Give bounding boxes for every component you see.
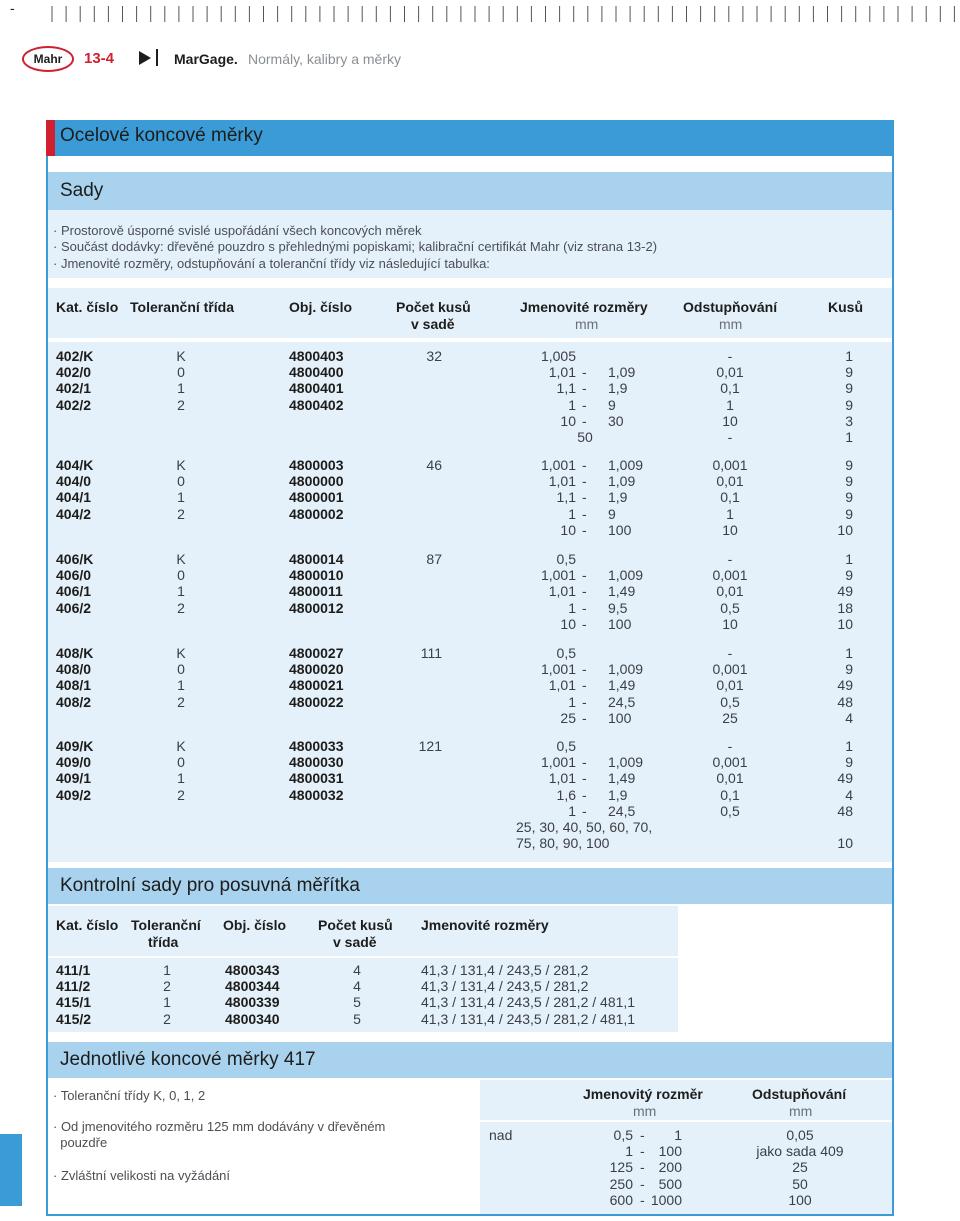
row-step: - [727, 348, 733, 364]
row-step: 0,01 [716, 583, 744, 600]
single-row-from: 125 [609, 1159, 633, 1176]
row-dim-to: 30 [608, 412, 624, 429]
single-row-dash: - [640, 1159, 645, 1176]
single-row-from: 0,5 [613, 1127, 633, 1143]
page-dash: - [10, 0, 15, 16]
row-qty: 18 [837, 599, 853, 616]
row-qty: 4 [845, 709, 853, 726]
col-obj: Obj. číslo [289, 299, 353, 315]
single-col-jmen: Jmenovitý rozměr [583, 1086, 703, 1102]
single-prefix: nad [489, 1127, 513, 1143]
row-dim-dash: - [582, 489, 587, 506]
row-kat: 406/2 [56, 599, 92, 616]
row-step: 25 [722, 709, 738, 726]
row-tol: 0 [177, 754, 185, 771]
row-tol: 2 [177, 505, 185, 522]
row-dim-from: 1,1 [556, 380, 576, 397]
col-pocet: Počet kusů [396, 299, 471, 315]
row-tol: 1 [177, 380, 185, 397]
row-dim-from: 1,001 [540, 754, 576, 771]
row-dim-from: 1,01 [548, 364, 576, 381]
row-kat: 406/0 [56, 567, 92, 584]
ruler-scale [0, 0, 960, 26]
row-dim-to: 100 [608, 615, 632, 632]
row-tol: K [176, 738, 186, 754]
single-row-dash: - [640, 1175, 645, 1192]
row-kat: 406/K [56, 551, 94, 567]
row-dim-to: 1,9 [608, 380, 628, 397]
row-dim-from: 1 [568, 599, 576, 616]
single-bullet-2: · Od jmenovitého rozměru 125 mm dodávány v dřevěném [53, 1119, 386, 1134]
row-pocet: 111 [420, 645, 442, 661]
row-tol: K [176, 348, 186, 364]
row-tol: 0 [177, 661, 185, 678]
row-qty: 49 [837, 677, 853, 694]
row-obj: 4800014 [289, 551, 344, 567]
row-step: 10 [722, 521, 738, 538]
single-row-to: 1000 [650, 1191, 682, 1208]
row-step: - [727, 551, 733, 567]
row-dim-to: 1,9 [608, 786, 628, 803]
row-dim-from: 1 [568, 802, 576, 819]
row-step: - [727, 429, 733, 445]
row-step: 0,5 [720, 802, 740, 819]
row-obj: 4800402 [289, 396, 344, 413]
row-dim-from: 1,1 [556, 489, 576, 506]
row-kat: 409/K [56, 738, 94, 754]
row-tol: 0 [177, 567, 185, 584]
row-qty: 9 [845, 505, 853, 522]
row-kat: 404/1 [56, 489, 92, 506]
separator-bar [156, 49, 158, 66]
row-dim-to: 1,9 [608, 489, 628, 506]
row-qty: 9 [845, 567, 853, 584]
row-dim-dash: - [582, 583, 587, 600]
row-kat: 404/0 [56, 473, 92, 490]
row-dim-from: 1,001 [540, 661, 576, 678]
row-kat: 402/1 [56, 380, 92, 397]
row-dim-dash: - [582, 661, 587, 678]
row-kat: 402/2 [56, 396, 92, 413]
page-number: 13-4 [84, 50, 115, 67]
row-kat: 402/K [56, 348, 94, 364]
single-row-to: 500 [658, 1175, 682, 1192]
row-obj: 4800003 [289, 457, 344, 473]
row-step: 0,5 [720, 693, 740, 710]
sets-title: Sady [60, 180, 104, 201]
row-kat: 408/K [56, 645, 94, 661]
row-dim-from: 25 [560, 709, 576, 726]
row-dim-text: 75, 80, 90, 100 [516, 835, 610, 852]
row-tol: 2 [177, 693, 185, 710]
single-row-step: 25 [792, 1159, 808, 1176]
row-dim-dash: - [582, 599, 587, 616]
row-dim-to: 1,009 [608, 661, 644, 678]
control-col-jmen: Jmenovité rozměry [421, 917, 549, 933]
row-step: - [727, 738, 733, 754]
sets-bullet-3: · Jmenovité rozměry, odstupňování a toleranční třídy viz následující tabulka: [53, 256, 490, 271]
row-kat: 409/2 [56, 786, 92, 803]
col-odst: Odstupňování [683, 299, 778, 315]
row-qty: 1 [845, 348, 853, 364]
row-tol: 1 [177, 583, 185, 600]
col-kat: Kat. číslo [56, 299, 119, 315]
row-kat: 408/2 [56, 693, 92, 710]
control-row-jmen: 41,3 / 131,4 / 243,5 / 281,2 / 481,1 [421, 994, 636, 1011]
row-qty: 9 [845, 380, 853, 397]
row-step: 0,1 [720, 489, 740, 506]
control-row-kat: 411/1 [56, 962, 91, 978]
logo-text: Mahr [33, 52, 63, 66]
col-odst-unit: mm [719, 316, 743, 332]
row-dim-from: 1,01 [548, 583, 576, 600]
row-qty: 1 [845, 551, 853, 567]
row-tol: 2 [177, 599, 185, 616]
row-dim-to: 1,009 [608, 754, 644, 771]
row-obj: 4800033 [289, 738, 344, 754]
row-kat: 404/K [56, 457, 94, 473]
row-dim-to: 1,49 [608, 677, 636, 694]
row-dim-from: 1,01 [548, 677, 576, 694]
row-obj: 4800010 [289, 567, 344, 584]
row-kat: 404/2 [56, 505, 92, 522]
row-tol: K [176, 645, 186, 661]
control-row-tol: 1 [163, 962, 171, 978]
single-row-step: 50 [792, 1175, 808, 1192]
single-row-step: 0,05 [786, 1127, 814, 1143]
row-obj: 4800000 [289, 473, 344, 490]
row-qty: 9 [845, 489, 853, 506]
row-qty: 1 [845, 645, 853, 661]
control-row-pocet: 4 [353, 962, 361, 978]
row-kat: 408/1 [56, 677, 92, 694]
control-col-pocet-2: v sadě [333, 934, 377, 950]
row-qty: 1 [845, 738, 853, 754]
row-tol: 0 [177, 364, 185, 381]
single-row-to: 100 [658, 1143, 682, 1160]
row-dim-to: 1,49 [608, 770, 636, 787]
row-dim-to: 9 [608, 396, 616, 413]
control-row-kat: 415/2 [56, 1010, 92, 1027]
col-jmen-unit: mm [575, 316, 599, 332]
row-dim-dash: - [582, 677, 587, 694]
control-col-pocet: Počet kusů [318, 917, 393, 933]
control-col-kat: Kat. číslo [56, 917, 119, 933]
row-pocet: 87 [426, 551, 442, 567]
row-obj: 4800020 [289, 661, 344, 678]
sets-bullet-2: · Součást dodávky: dřevěné pouzdro s přehlednými popiskami; kalibrační certifikát Mahr (viz strana 13-2) [53, 239, 658, 254]
row-step: 10 [722, 615, 738, 632]
control-row-tol: 2 [163, 978, 171, 995]
col-jmen: Jmenovité rozměry [520, 299, 648, 315]
row-qty: 9 [845, 661, 853, 678]
row-dim-dash: - [582, 396, 587, 413]
row-step: 0,1 [720, 380, 740, 397]
main-title: Ocelové koncové měrky [60, 125, 263, 146]
single-row-from: 600 [609, 1191, 633, 1208]
control-row-jmen: 41,3 / 131,4 / 243,5 / 281,2 [421, 978, 589, 995]
row-kat: 408/0 [56, 661, 92, 678]
row-qty: 3 [845, 412, 853, 429]
row-kat: 409/1 [56, 770, 92, 787]
row-obj: 4800022 [289, 693, 344, 710]
control-row-jmen: 41,3 / 131,4 / 243,5 / 281,2 / 481,1 [421, 1010, 636, 1027]
control-row-pocet: 4 [353, 978, 361, 995]
row-dim-from: 1,001 [540, 567, 576, 584]
row-qty: 9 [845, 473, 853, 490]
row-tol: 1 [177, 677, 185, 694]
row-dim-dash: - [582, 754, 587, 771]
row-pocet: 46 [426, 457, 442, 473]
row-kat: 409/0 [56, 754, 92, 771]
row-dim-from: 1,01 [548, 473, 576, 490]
row-dim-from: 10 [560, 412, 576, 429]
row-qty: 49 [837, 770, 853, 787]
row-qty: 48 [837, 693, 853, 710]
row-qty: 10 [837, 521, 853, 538]
control-row-pocet: 5 [353, 1010, 361, 1027]
row-dim-from: 0,5 [556, 738, 576, 754]
row-dim-dash: - [582, 709, 587, 726]
row-qty: 9 [845, 754, 853, 771]
row-kat: 402/0 [56, 364, 92, 381]
row-qty: 10 [837, 615, 853, 632]
single-bullet-3: · Zvláštní velikosti na vyžádání [53, 1168, 231, 1183]
row-dim-dash: - [582, 380, 587, 397]
row-qty: 9 [845, 364, 853, 381]
row-dim-to: 100 [608, 521, 632, 538]
row-obj: 4800021 [289, 677, 344, 694]
row-dim-dash: - [582, 457, 587, 473]
row-step: 0,01 [716, 677, 744, 694]
row-obj: 4800012 [289, 599, 344, 616]
control-row-pocet: 5 [353, 994, 361, 1011]
single-row-from: 250 [609, 1175, 633, 1192]
control-col-tol: Toleranční [131, 917, 201, 933]
row-dim-to: 24,5 [608, 693, 636, 710]
row-obj: 4800032 [289, 786, 344, 803]
row-tol: 1 [177, 770, 185, 787]
row-obj: 4800400 [289, 364, 344, 381]
row-dim-from: 0,5 [556, 551, 576, 567]
header-subtitle: Normály, kalibry a měrky [248, 51, 401, 67]
single-row-step: jako sada 409 [756, 1143, 844, 1160]
row-step: 10 [722, 412, 738, 429]
row-qty: 49 [837, 583, 853, 600]
col-kusu: Kusů [828, 299, 863, 315]
single-row-to: 1 [674, 1127, 682, 1143]
row-qty: 9 [845, 457, 853, 473]
row-qty: 4 [845, 786, 853, 803]
row-tol: 2 [177, 396, 185, 413]
row-dim-from: 1,01 [548, 770, 576, 787]
row-tol: 1 [177, 489, 185, 506]
row-dim-dash: - [582, 693, 587, 710]
single-row-step: 100 [788, 1191, 812, 1208]
row-dim-from: 1 [568, 396, 576, 413]
row-pocet: 121 [418, 738, 442, 754]
row-tol: 0 [177, 473, 185, 490]
row-step: 1 [726, 505, 734, 522]
control-row-obj: 4800344 [225, 978, 280, 995]
control-col-obj: Obj. číslo [223, 917, 287, 933]
side-tab [0, 1134, 22, 1206]
row-tol: K [176, 457, 186, 473]
row-dim-from: 10 [560, 615, 576, 632]
row-dim-to: 1,49 [608, 583, 636, 600]
row-tol: K [176, 551, 186, 567]
row-step: 0,01 [716, 473, 744, 490]
control-row-tol: 2 [163, 1010, 171, 1027]
row-step: 0,01 [716, 770, 744, 787]
control-col-tol-2: třída [148, 934, 179, 950]
row-step: 0,001 [712, 754, 748, 771]
row-obj: 4800031 [289, 770, 344, 787]
row-step: 0,1 [720, 786, 740, 803]
row-qty: 10 [837, 835, 853, 852]
row-dim-to: 24,5 [608, 802, 636, 819]
control-title: Kontrolní sady pro posuvná měřítka [60, 875, 360, 896]
row-dim-to: 1,09 [608, 364, 636, 381]
row-obj: 4800403 [289, 348, 344, 364]
row-dim-dash: - [582, 615, 587, 632]
mahr-logo [22, 46, 74, 72]
sets-section-bar [48, 172, 892, 210]
row-dim-dash: - [582, 802, 587, 819]
row-qty: 48 [837, 802, 853, 819]
row-step: 1 [726, 396, 734, 413]
single-row-dash: - [640, 1127, 645, 1143]
row-step: 0,001 [712, 457, 748, 473]
row-obj: 4800027 [289, 645, 344, 661]
row-dim-from: 1 [568, 505, 576, 522]
row-dim-from: 1 [568, 693, 576, 710]
row-dim-to: 1,09 [608, 473, 636, 490]
single-title: Jednotlivé koncové měrky 417 [60, 1049, 316, 1070]
row-step: 0,001 [712, 661, 748, 678]
single-col-odst-unit: mm [789, 1103, 813, 1119]
single-bullet-2b: pouzdře [53, 1135, 108, 1150]
row-dim-from: 1,6 [556, 786, 576, 803]
row-dim-dash: - [582, 364, 587, 381]
row-qty: 9 [845, 396, 853, 413]
control-row-obj: 4800343 [225, 962, 280, 978]
row-dim-dash: - [582, 786, 587, 803]
control-row-tol: 1 [163, 994, 171, 1011]
col-pocet-2: v sadě [411, 316, 455, 332]
single-row-from: 1 [625, 1143, 633, 1160]
row-tol: 2 [177, 786, 185, 803]
row-dim-to: 100 [608, 709, 632, 726]
row-dim-to: 9,5 [608, 599, 628, 616]
row-dim-from: 1,005 [540, 348, 576, 364]
row-step: - [727, 645, 733, 661]
row-dim-dash: - [582, 412, 587, 429]
col-tol: Toleranční třída [130, 299, 234, 315]
row-dim-dash: - [582, 770, 587, 787]
row-dim-dash: - [582, 567, 587, 584]
control-row-kat: 415/1 [56, 994, 92, 1011]
control-row-obj: 4800340 [225, 1010, 280, 1027]
row-obj: 4800011 [289, 583, 343, 600]
row-dim-to: 1,009 [608, 457, 644, 473]
row-kat: 406/1 [56, 583, 92, 600]
single-row-dash: - [640, 1191, 645, 1208]
row-step: 0,01 [716, 364, 744, 381]
row-dim-to: 9 [608, 505, 616, 522]
title-accent [46, 120, 55, 156]
single-row-dash: - [640, 1143, 645, 1160]
row-obj: 4800001 [289, 489, 344, 506]
control-row-jmen: 41,3 / 131,4 / 243,5 / 281,2 [421, 962, 589, 978]
row-dim-dash: - [582, 505, 587, 522]
row-obj: 4800401 [289, 380, 344, 397]
row-dim-from: 1,001 [540, 457, 576, 473]
single-row-to: 200 [658, 1159, 682, 1176]
sets-bullet-1: · Prostorově úsporné svislé uspořádání všech koncových měrek [53, 223, 422, 238]
row-dim-text: 25, 30, 40, 50, 60, 70, [516, 819, 653, 835]
single-col-jmen-unit: mm [633, 1103, 657, 1119]
row-dim-from: 0,5 [556, 645, 576, 661]
arrow-right-icon [139, 51, 151, 65]
control-row-obj: 4800339 [225, 994, 280, 1011]
row-step: 0,5 [720, 599, 740, 616]
row-dim-dash: - [582, 521, 587, 538]
row-dim-dash: - [582, 473, 587, 490]
control-row-kat: 411/2 [56, 978, 91, 995]
single-bullet-1: · Toleranční třídy K, 0, 1, 2 [53, 1088, 206, 1103]
row-dim-to: 1,009 [608, 567, 644, 584]
row-qty: 1 [845, 429, 853, 445]
row-pocet: 32 [426, 348, 442, 364]
single-col-odst: Odstupňování [752, 1086, 847, 1102]
row-step: 0,001 [712, 567, 748, 584]
row-obj: 4800030 [289, 754, 344, 771]
row-dim-from: 10 [560, 521, 576, 538]
row-obj: 4800002 [289, 505, 344, 522]
row-dim-from: 50 [577, 429, 593, 445]
brand-name: MarGage. [174, 51, 238, 67]
